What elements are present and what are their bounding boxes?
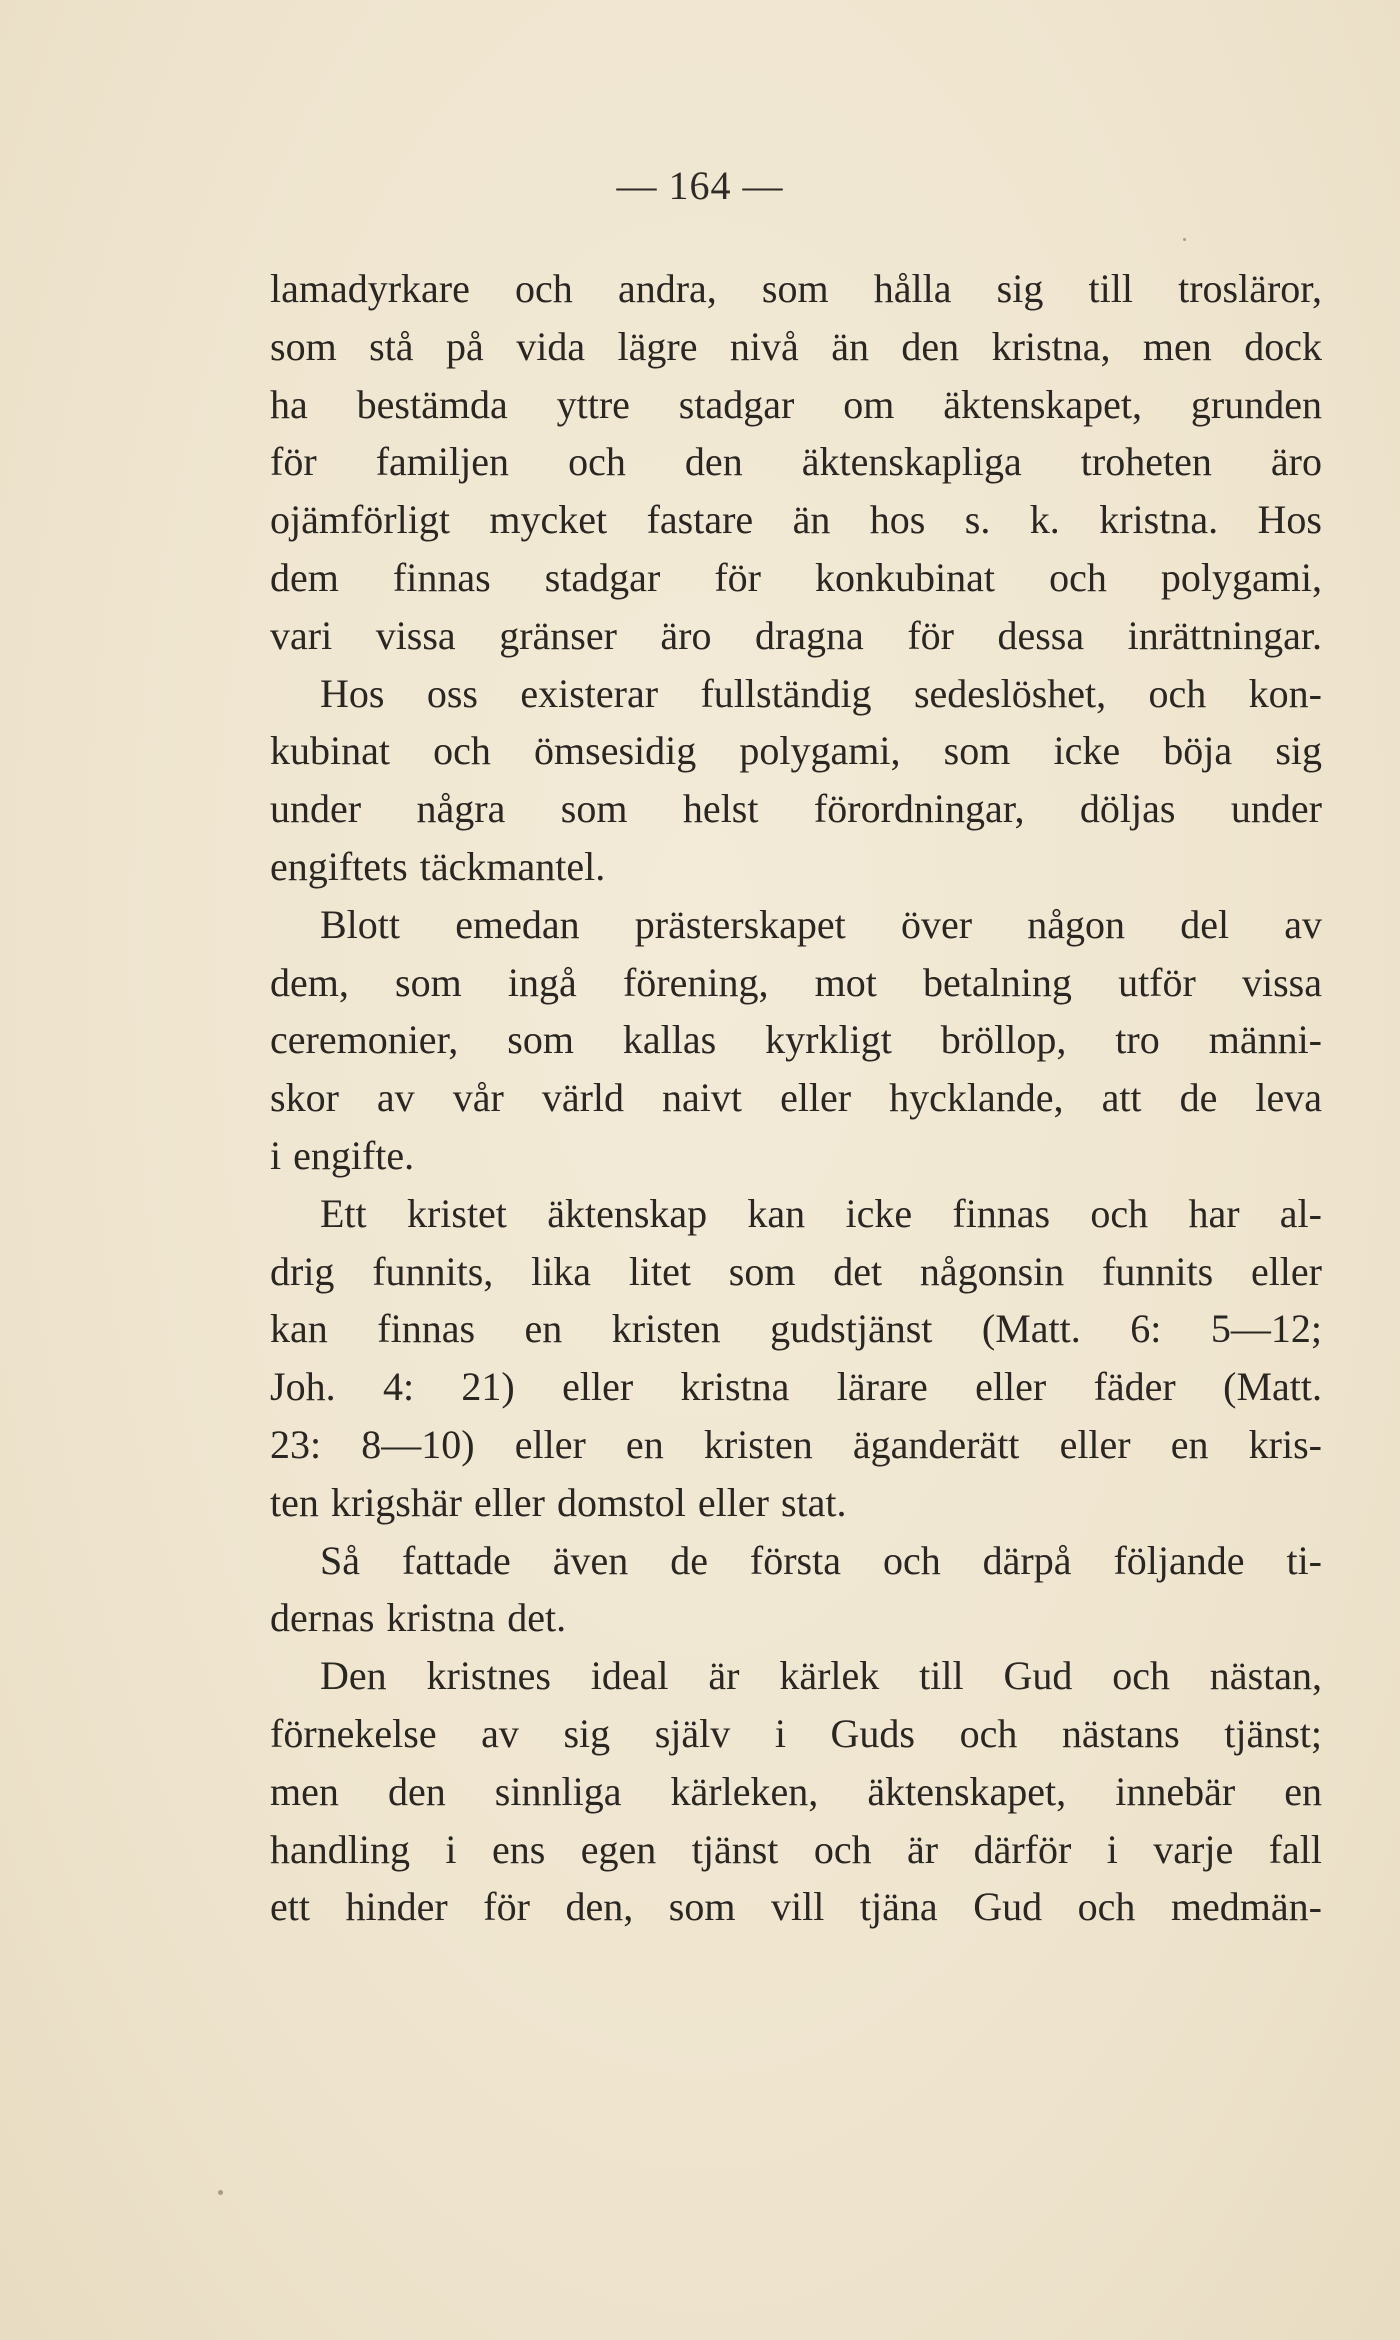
text-line: drig funnits, lika litet som det någonsin funnits eller: [270, 1248, 1322, 1294]
text-line: 23: 8—10) eller en kristen äganderätt eller en kris-: [270, 1421, 1322, 1467]
paper-speck: [1183, 238, 1186, 241]
text-line: men den sinnliga kärleken, äktenskapet, innebär en: [270, 1768, 1322, 1814]
text-line: ett hinder för den, som vill tjäna Gud och medmän-: [270, 1884, 1322, 1930]
body-text: [270, 260, 1322, 1936]
text-line: lamadyrkare och andra, som hålla sig till trosläror,: [270, 266, 1322, 311]
text-line: dem, som ingå förening, mot betalning utför vissa: [270, 959, 1322, 1005]
text-line: skor av vår värld naivt eller hycklande, att de leva: [270, 1075, 1322, 1121]
text-line: som stå på vida lägre nivå än den kristna, men dock: [270, 323, 1322, 369]
paragraph-end-line: i engifte.: [270, 1132, 415, 1178]
paragraph-start-line: Ett kristet äktenskap kan icke finnas och har al-: [320, 1190, 1322, 1236]
text-line: förnekelse av sig själv i Guds och nästans tjänst;: [270, 1710, 1322, 1756]
paragraph-start-line: Hos oss existerar fullständig sedeslöshet, och kon-: [320, 670, 1322, 716]
text-line: ceremonier, som kallas kyrkligt bröllop, tro männi-: [270, 1017, 1322, 1063]
paragraph-start-line: Den kristnes ideal är kärlek till Gud och nästan,: [320, 1653, 1322, 1699]
page-number: — 164 —: [616, 163, 784, 208]
text-line: ojämförligt mycket fastare än hos s. k. kristna. Hos: [270, 497, 1322, 543]
text-line: ha bestämda yttre stadgar om äktenskapet, grunden: [270, 381, 1322, 427]
text-line: vari vissa gränser äro dragna för dessa inrättningar.: [270, 612, 1322, 658]
text-line: kan finnas en kristen gudstjänst (Matt. 6: 5—12;: [270, 1306, 1322, 1352]
text-line: kubinat och ömsesidig polygami, som icke böja sig: [270, 728, 1322, 774]
paper-speck: [218, 2190, 223, 2195]
paragraph-end-line: ten krigshär eller domstol eller stat.: [270, 1479, 847, 1525]
text-line: handling i ens egen tjänst och är därför i varje fall: [270, 1826, 1322, 1872]
text-line: dem finnas stadgar för konkubinat och polygami,: [270, 554, 1322, 600]
paragraph-end-line: dernas kristna det.: [270, 1595, 567, 1641]
text-line: under några som helst förordningar, döljas under: [270, 786, 1322, 832]
paragraph-end-line: engiftets täckmantel.: [270, 843, 606, 889]
paragraph-start-line: Blott emedan prästerskapet över någon del av: [320, 901, 1322, 947]
paragraph-start-line: Så fattade även de första och därpå följande ti-: [320, 1537, 1322, 1583]
text-line: Joh. 4: 21) eller kristna lärare eller fäder (Matt.: [270, 1364, 1322, 1410]
text-line: för familjen och den äktenskapliga troheten äro: [270, 439, 1322, 485]
